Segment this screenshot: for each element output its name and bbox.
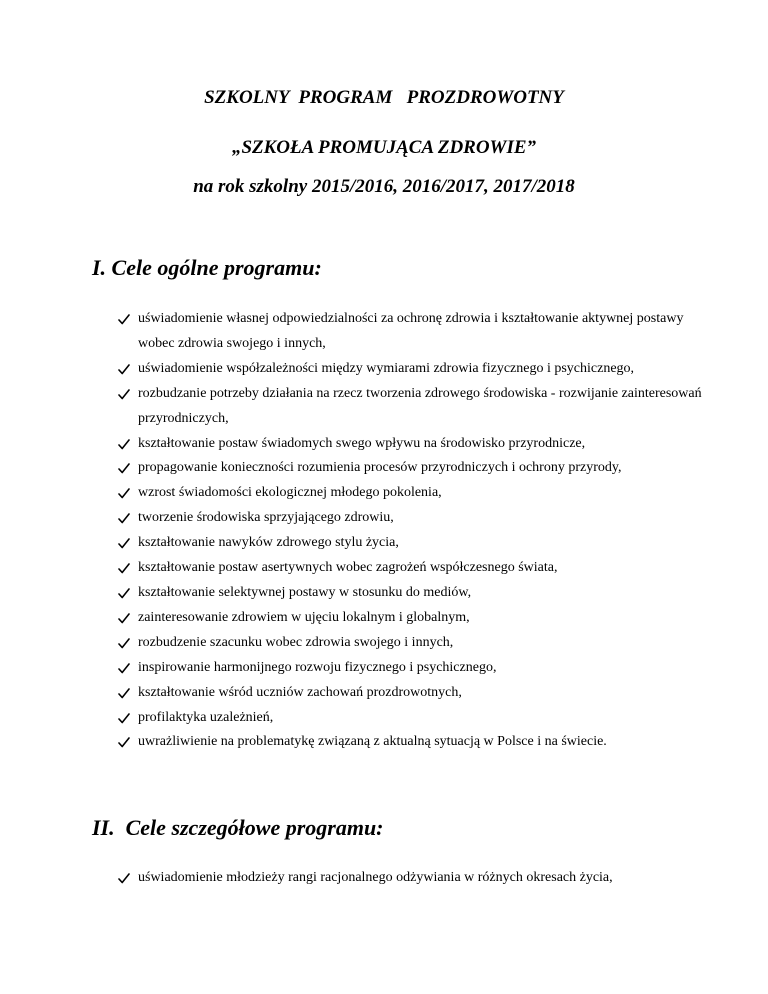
- checkmark-icon: [117, 382, 132, 407]
- list-item-text: kształtowanie postaw świadomych swego wpływu na środowisko przyrodnicze,: [138, 435, 586, 451]
- list-item-text: kształtowanie nawyków zdrowego stylu życia,: [138, 535, 399, 551]
- list-item: [117, 481, 717, 506]
- list-item-text: rozbudzanie potrzeby działania na rzecz tworzenia zdrowego środowiska - rozwijanie zainteresowań przyrodniczych,: [138, 385, 702, 426]
- section-heading-detailed-goals: II. Cele szczegółowe programu:: [92, 815, 384, 840]
- list-item: [117, 706, 717, 731]
- list-item-text: zainteresowanie zdrowiem w ujęciu lokalnym i globalnym,: [138, 609, 470, 625]
- checkmark-icon: [117, 581, 132, 606]
- list-item: [117, 606, 717, 631]
- list-item: [117, 556, 717, 581]
- detailed-goals-list: [117, 866, 717, 891]
- checkmark-icon: [117, 531, 132, 556]
- list-item-text: inspirowanie harmonijnego rozwoju fizycznego i psychicznego,: [138, 659, 497, 675]
- list-item-text: propagowanie konieczności rozumienia procesów przyrodniczych i ochrony przyrody,: [138, 460, 622, 476]
- checkmark-icon: [117, 556, 132, 581]
- general-goals-list: [117, 307, 717, 755]
- list-item-text: kształtowanie wśród uczniów zachowań prozdrowotnych,: [138, 684, 462, 700]
- section-heading-general-goals: I. Cele ogólne programu:: [92, 255, 322, 280]
- list-item: [117, 581, 717, 606]
- list-item-text: tworzenie środowiska sprzyjającego zdrowiu,: [138, 510, 394, 526]
- list-item-text: uświadomienie młodzieży rangi racjonalnego odżywiania w różnych okresach życia,: [138, 870, 613, 885]
- list-item: [117, 730, 717, 755]
- checkmark-icon: [117, 506, 132, 531]
- checkmark-icon: [117, 706, 132, 731]
- document-title: SZKOLNY PROGRAM PROZDROWOTNY: [204, 87, 564, 108]
- checkmark-icon: [117, 866, 132, 891]
- list-item: [117, 866, 717, 891]
- list-item-text: kształtowanie selektywnej postawy w stosunku do mediów,: [138, 584, 472, 600]
- checkmark-icon: [117, 456, 132, 481]
- checkmark-icon: [117, 656, 132, 681]
- list-item-text: kształtowanie postaw asertywnych wobec zagrożeń współczesnego świata,: [138, 560, 558, 576]
- checkmark-icon: [117, 730, 132, 755]
- list-item-text: wzrost świadomości ekologicznej młodego pokolenia,: [138, 485, 442, 501]
- checkmark-icon: [117, 681, 132, 706]
- list-item-text: uświadomienie współzależności między wymiarami zdrowia fizycznego i psychicznego,: [138, 360, 635, 376]
- list-item-text: rozbudzenie szacunku wobec zdrowia swojego i innych,: [138, 634, 454, 650]
- list-item: [117, 456, 717, 481]
- list-item: [117, 681, 717, 706]
- list-item: [117, 382, 717, 432]
- checkmark-icon: [117, 481, 132, 506]
- list-item: [117, 531, 717, 556]
- program-name: „SZKOŁA PROMUJĄCA ZDROWIE”: [231, 137, 537, 158]
- school-years: na rok szkolny 2015/2016, 2016/2017, 2017/2018: [193, 176, 575, 197]
- checkmark-icon: [117, 432, 132, 457]
- list-item: [117, 506, 717, 531]
- checkmark-icon: [117, 631, 132, 656]
- list-item-text: profilaktyka uzależnień,: [138, 709, 274, 725]
- checkmark-icon: [117, 357, 132, 382]
- list-item-text: uwrażliwienie na problematykę związaną z aktualną sytuacją w Polsce i na świecie.: [138, 734, 607, 750]
- list-item: [117, 307, 717, 357]
- list-item-text: uświadomienie własnej odpowiedzialności za ochronę zdrowia i kształtowanie aktywnej postawy wobec zdrowia swojego i innych,: [138, 311, 684, 351]
- checkmark-icon: [117, 606, 132, 631]
- list-item: [117, 432, 717, 457]
- list-item: [117, 656, 717, 681]
- checkmark-icon: [117, 307, 132, 332]
- list-item: [117, 357, 717, 382]
- list-item: [117, 631, 717, 656]
